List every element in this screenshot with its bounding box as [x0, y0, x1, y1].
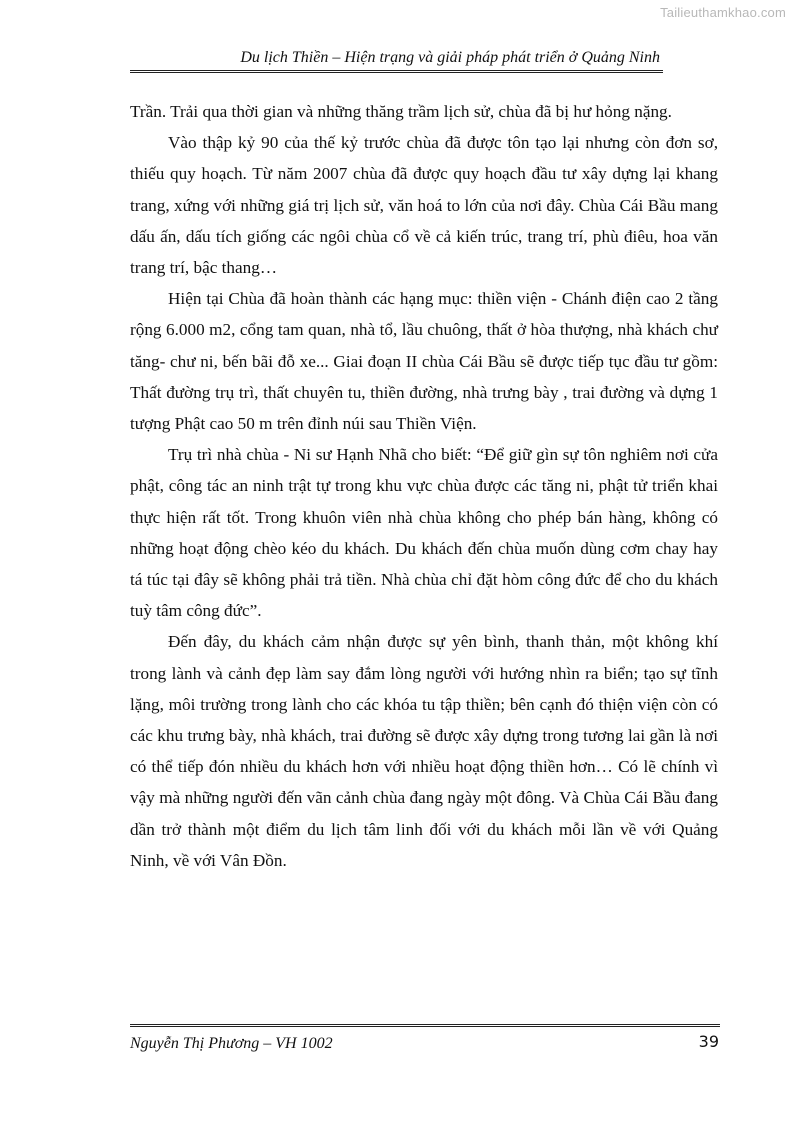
page-number: 39 [698, 1032, 719, 1051]
running-header: Du lịch Thiền – Hiện trạng và giải pháp phát triển ở Quảng Ninh [240, 49, 660, 66]
watermark: Tailieuthamkhao.com [660, 5, 786, 20]
header-divider [130, 70, 663, 73]
footer-divider [130, 1024, 720, 1027]
paragraph-4: Trụ trì nhà chùa - Ni sư Hạnh Nhã cho biết: “Để giữ gìn sự tôn nghiêm nơi cửa phật, công tác an ninh trật tự trong khu vực chùa được các tăng ni, phật tử triển khai thực hiện rất tốt. Trong khuôn viên nhà chùa không cho phép bán hàng, không có những hoạt động chèo kéo du khách. Du khách đến chùa muốn dùng cơm chay hay tá túc tại đây sẽ không phải trả tiền. Nhà chùa chỉ đặt hòm công đức để cho du khách tuỳ tâm công đức”. [130, 445, 718, 621]
footer-author: Nguyễn Thị Phương – VH 1002 [130, 1035, 333, 1052]
paragraph-2: Vào thập kỷ 90 của thế kỷ trước chùa đã được tôn tạo lại nhưng còn đơn sơ, thiếu quy hoạch. Từ năm 2007 chùa đã được quy hoạch đầu tư xây dựng lại khang trang, xứng với những giá trị lịch sử, văn hoá to lớn của nơi đây. Chùa Cái Bầu mang dấu ấn, dấu tích giống các ngôi chùa cổ về cả kiến trúc, trang trí, phù điêu, hoa văn trang trí, bậc thang… [130, 133, 718, 278]
paragraph-1: Trần. Trải qua thời gian và những thăng trầm lịch sử, chùa đã bị hư hỏng nặng. [130, 102, 672, 121]
paragraph-3: Hiện tại Chùa đã hoàn thành các hạng mục: thiền viện - Chánh điện cao 2 tầng rộng 6.000 m2, cổng tam quan, nhà tổ, lầu chuông, thất ở hòa thượng, nhà khách chư tăng- chư ni, bến bãi đỗ xe... Giai đoạn II chùa Cái Bầu sẽ được tiếp tục đầu tư gồm: Thất đường trụ trì, thất chuyên tu, thiền đường, nhà trưng bày , trai đường và dựng 1 tượng Phật cao 50 m trên đỉnh núi sau Thiền Viện. [130, 289, 718, 434]
document-body [130, 96, 718, 876]
paragraph-5: Đến đây, du khách cảm nhận được sự yên bình, thanh thản, một không khí trong lành và cảnh đẹp làm say đắm lòng người với hướng nhìn ra biển; tạo sự tĩnh lặng, môi trường trong lành cho các khóa tu tập thiền; bên cạnh đó thiện viện còn có các khu trưng bày, nhà khách, trai đường sẽ được xây dựng trong tương lai gần là nơi có thể tiếp đón nhiều du khách hơn với nhiều hoạt động thiền hơn… Có lẽ chính vì vậy mà những người đến vãn cảnh chùa đang ngày một đông. Và Chùa Cái Bầu đang dần trở thành một điểm du lịch tâm linh đối với du khách mỗi lần về với Quảng Ninh, về với Vân Đồn. [130, 632, 718, 870]
